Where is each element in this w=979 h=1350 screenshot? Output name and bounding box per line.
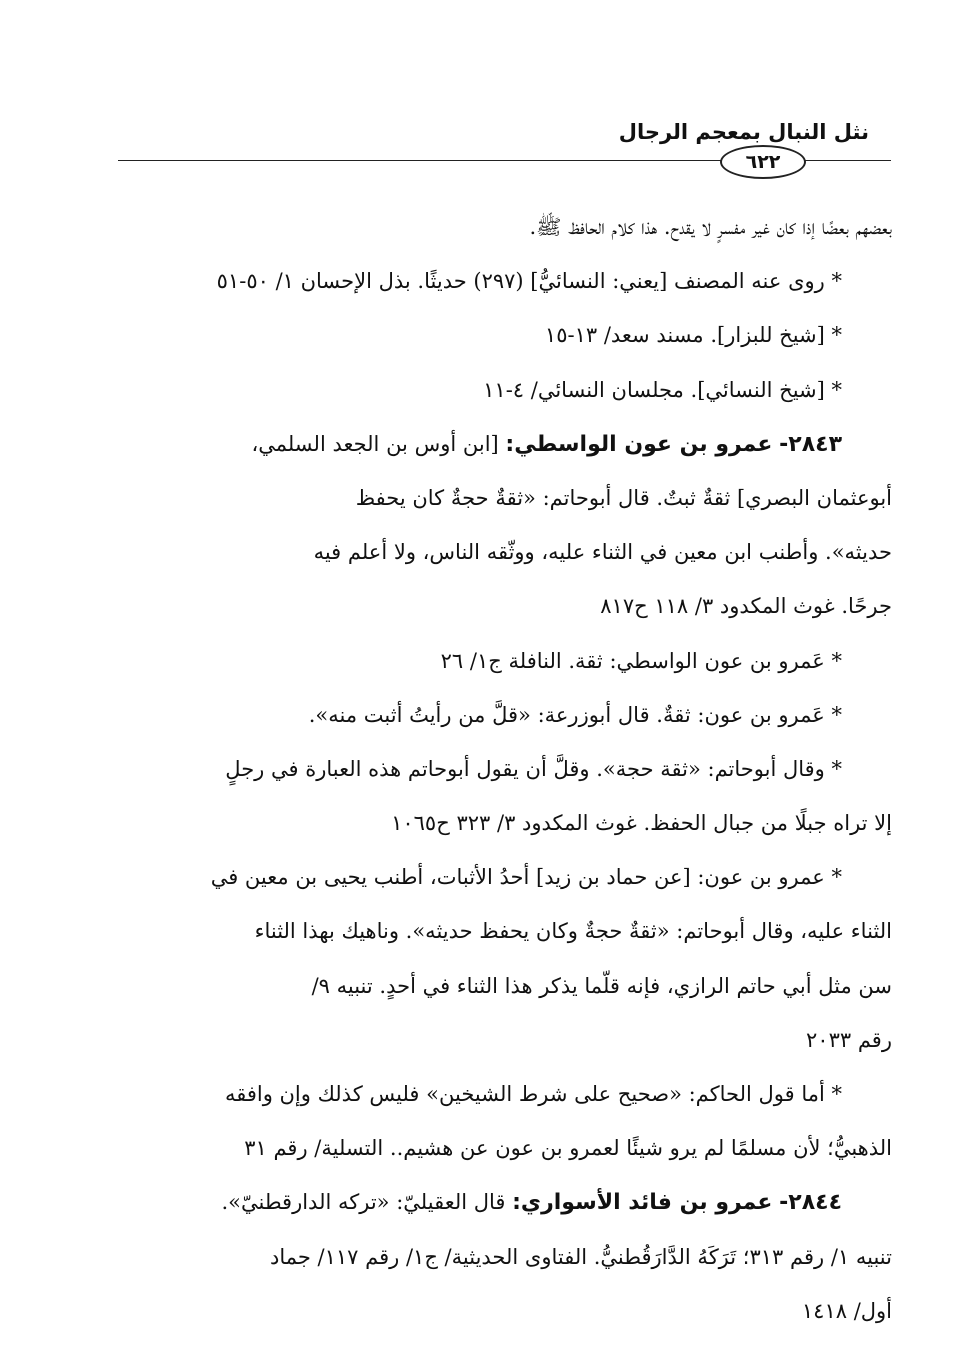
text-line: * أما قول الحاكم: «صحيح على شرط الشيخين» فليس كذلك وإن وافقه [224,1082,842,1106]
text-line: * عمرو بن عون: [عن حماد بن زيد] أحدُ الأثبات، أطنب يحيى بن معين في [210,865,842,890]
text-line: أول/ ١٤١٨ [801,1298,892,1323]
text-line: حديثه». وأطنب ابن معين في الثناء عليه، ووثّقه الناس، ولا أعلم فيه [313,540,892,565]
text-line: تنبيه ١/ رقم ٣١٣؛ تَرَكَهُ الدَّارَقُطنيُّ. الفتاوى الحديثية/ ج١/ رقم ١١٧/ جماد [269,1244,892,1269]
text-line: * [شيخ النسائي]. مجلسان النسائي/ ٤-١١ [483,377,842,402]
entry-heading-line: ٢٨٤٤- عمرو بن فائد الأسواري: قال العقيليّ: «تركه الدارقطنيّ». [221,1190,842,1216]
page-number: ٦٢٢ [720,145,806,179]
text-line: الذهبيُّ؛ لأن مسلمًا لم يرو شيئًا لعمرو بن عون عن هشيم.. التسلية/ رقم ٣١ [244,1136,892,1161]
running-title: نثل النبال بمعجم الرجال [618,120,869,144]
text-line: بعضهم بعضًا إذا كان غير مفسرٍ لا يقدح. هذا كلام الحافظ ﷺ. [529,215,892,239]
entry-heading-line: ٢٨٤٣- عمرو بن عون الواسطي: [ابن أوس بن الجعد السلمي، [251,431,842,457]
text-line: * [شيخ للبزار]. مسند سعد/ ١٣-١٥ [544,323,842,348]
entry-number: ٢٨٤٣- [779,431,842,457]
entry-name: عمرو بن عون الواسطي: [505,431,773,457]
text-line: جرحًا. غوث المكدود ٣/ ١١٨ ح٨١٧ [600,594,892,619]
text-line: * عَمرو بن عون: ثقةٌ. قال أبوزرعة: «قلَّ من رأيتُ أثبت منه». [308,702,842,727]
text-line: * عَمرو بن عون الواسطي: ثقة. النافلة ج١/ ٢٦ [440,648,842,673]
text-line: سن مثل أبي حاتم الرازي، فإنه قلّما يذكر هذا الثناء في أحدٍ. تنبيه ٩/ [311,973,892,998]
entry-name: عمرو بن فائد الأسواري: [512,1190,773,1216]
text-line: رقم ٢٠٣٣ [806,1027,892,1052]
body-text [112,200,892,1338]
text-line: إلا تراه جبلًا من جبال الحفظ. غوث المكدود ٣/ ٣٢٣ ح١٠٦٥ [391,811,892,836]
text-line: * روى عنه المصنف [يعني: النسائيُّ] (٢٩٧) حديثًا. بذل الإحسان ١/ ٥٠-٥١ [216,269,842,294]
text-line: أبوعثمان البصري] ثقةٌ ثبتٌ. قال أبوحاتم: «ثقةٌ حجةٌ كان يحفظ [355,485,892,510]
text-line: الثناء عليه، وقال أبوحاتم: «ثقةٌ حجةٌ وكان يحفظ حديثه». وناهيك بهذا الثناء [254,919,892,944]
text-line: * وقال أبوحاتم: «ثقة حجة». وقلَّ أن يقول أبوحاتم هذه العبارة في رجلٍ [225,756,842,781]
entry-number: ٢٨٤٤- [779,1190,842,1216]
